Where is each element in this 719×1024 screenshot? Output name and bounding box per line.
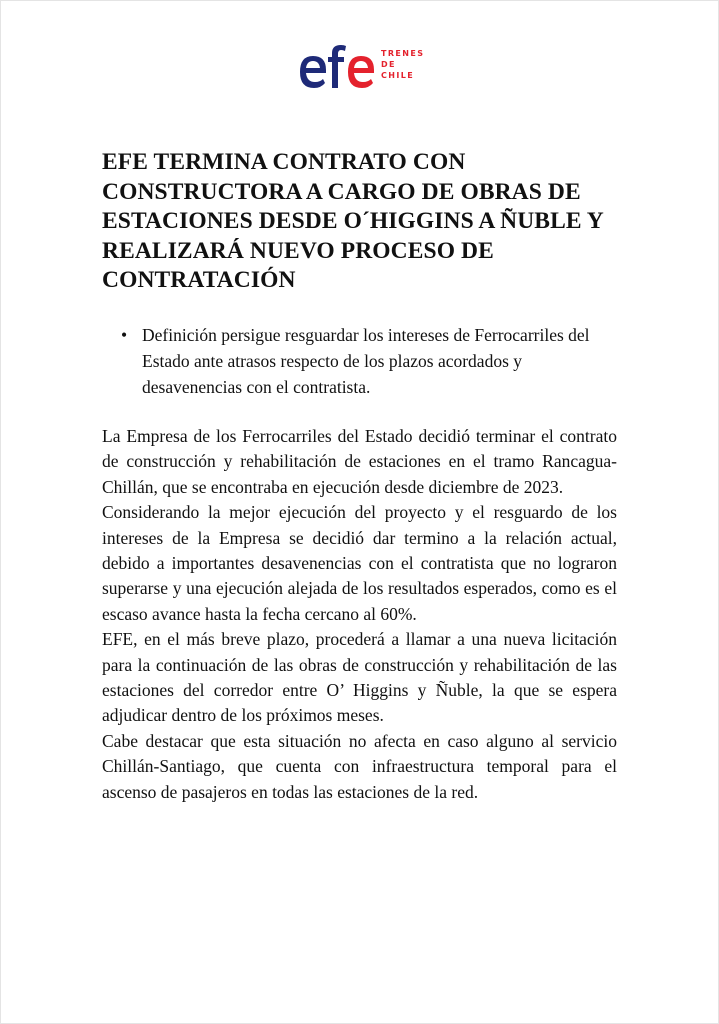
body-paragraph: Considerando la mejor ejecución del proyecto y el resguardo de los intereses de la Empresa se decidió dar termino a la relación actual, debido a importantes desavenencias con el contratista que no lograron superarse y una ejecución alejada de los resultados esperados, como es el escaso avance hasta la fecha cercano al 60%. (102, 502, 617, 624)
efe-wordmark-graphic (296, 42, 380, 98)
summary-bullet (120, 322, 610, 400)
efe-logo (296, 42, 436, 98)
body-paragraph: Cabe destacar que esta situación no afecta en caso alguno al servicio Chillán-Santiago, que cuenta con infraestructura temporal para el ascenso de pasajeros en todas las estaciones de la red. (102, 730, 617, 802)
bullet-marker: • (121, 325, 128, 345)
article-body (102, 424, 617, 805)
logo-tagline-line: TRENES (381, 49, 425, 58)
headline: EFE TERMINA CONTRATO CON CONSTRUCTORA A CARGO DE OBRAS DE ESTACIONES DESDE O´HIGGINS A ÑUBLE Y REALIZARÁ NUEVO PROCESO DE CONTRATACIÓN (102, 149, 603, 293)
summary-bullets (120, 322, 610, 400)
logo-tagline-line: CHILE (381, 71, 415, 80)
body-paragraph: EFE, en el más breve plazo, procederá a llamar a una nueva licitación para la continuación de las obras de construcción y rehabilitación de las estaciones del corredor entre O’ Higgins y Ñuble, la que se espera adjudicar dentro de los próximos meses. (102, 629, 617, 726)
summary-bullet-text: Definición persigue resguardar los intereses de Ferrocarriles del Estado ante atrasos respecto de los plazos acordados y desavenencias con el contratista. (142, 325, 590, 397)
logo-tagline-line: DE (381, 60, 396, 69)
body-paragraph: La Empresa de los Ferrocarriles del Estado decidió terminar el contrato de construcción y rehabilitación de estaciones en el tramo Rancagua-Chillán, que se encontraba en ejecución desde diciembre de 2023. (102, 426, 617, 497)
logo-tagline (381, 48, 424, 81)
